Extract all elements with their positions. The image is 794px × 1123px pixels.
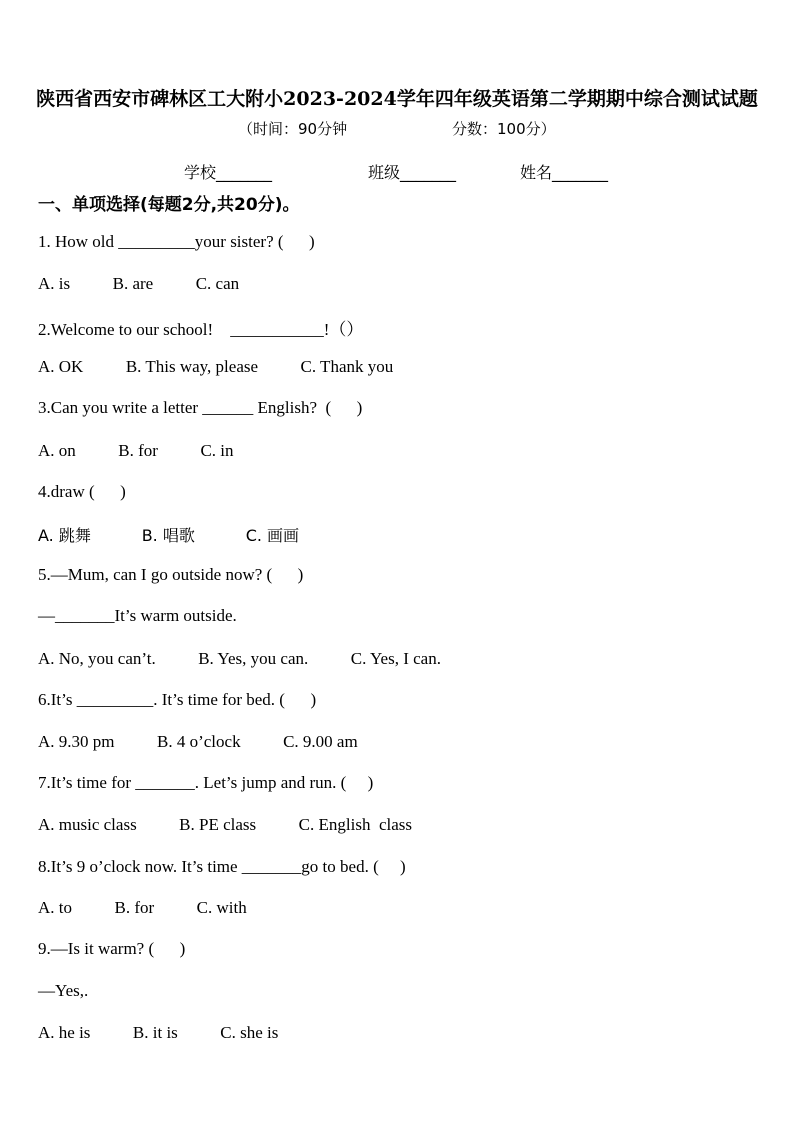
question-2: 2.Welcome to our school! ___________!（） <box>38 320 364 339</box>
name-field: 姓名_______ <box>520 163 609 182</box>
options-9: A. he is B. it is C. she is <box>38 1023 279 1042</box>
options-5: A. No, you can’t. B. Yes, you can. C. Yes, I can. <box>38 649 441 668</box>
exam-score: 分数：100分） <box>452 120 556 138</box>
class-field: 班级_______ <box>368 163 457 182</box>
question-5-reply: —_______It’s warm outside. <box>38 606 237 625</box>
question-5: 5.—Mum, can I go outside now? ( ) <box>38 565 304 584</box>
options-6: A. 9.30 pm B. 4 o’clock C. 9.00 am <box>38 732 358 751</box>
question-4: 4.draw ( ) <box>38 482 126 501</box>
options-2: A. OK B. This way, please C. Thank you <box>38 357 394 376</box>
exam-title: 陕西省西安市碑林区工大附小2023-2024学年四年级英语第二学期期中综合测试试题 <box>36 88 758 110</box>
question-3: 3.Can you write a letter ______ English? ( ) <box>38 398 363 417</box>
question-9: 9.—Is it warm? ( ) <box>38 939 186 958</box>
school-field: 学校_______ <box>184 163 273 182</box>
options-7: A. music class B. PE class C. English class <box>38 815 412 834</box>
exam-time: （时间：90分钟 <box>238 120 348 138</box>
question-9-reply: —Yes,. <box>38 981 89 1000</box>
options-4: A. 跳舞 B. 唱歌 C. 画画 <box>38 526 300 545</box>
options-3: A. on B. for C. in <box>38 441 234 460</box>
question-1: 1. How old _________your sister? ( ) <box>38 232 315 251</box>
question-8: 8.It’s 9 o’clock now. It’s time _______go to bed. ( ) <box>38 857 406 876</box>
question-7: 7.It’s time for _______. Let’s jump and run. ( ) <box>38 773 374 792</box>
section-heading: 一、单项选择(每题2分,共20分)。 <box>38 195 300 215</box>
options-1: A. is B. are C. can <box>38 274 240 293</box>
question-6: 6.It’s _________. It’s time for bed. ( ) <box>38 690 317 709</box>
options-8: A. to B. for C. with <box>38 898 247 917</box>
